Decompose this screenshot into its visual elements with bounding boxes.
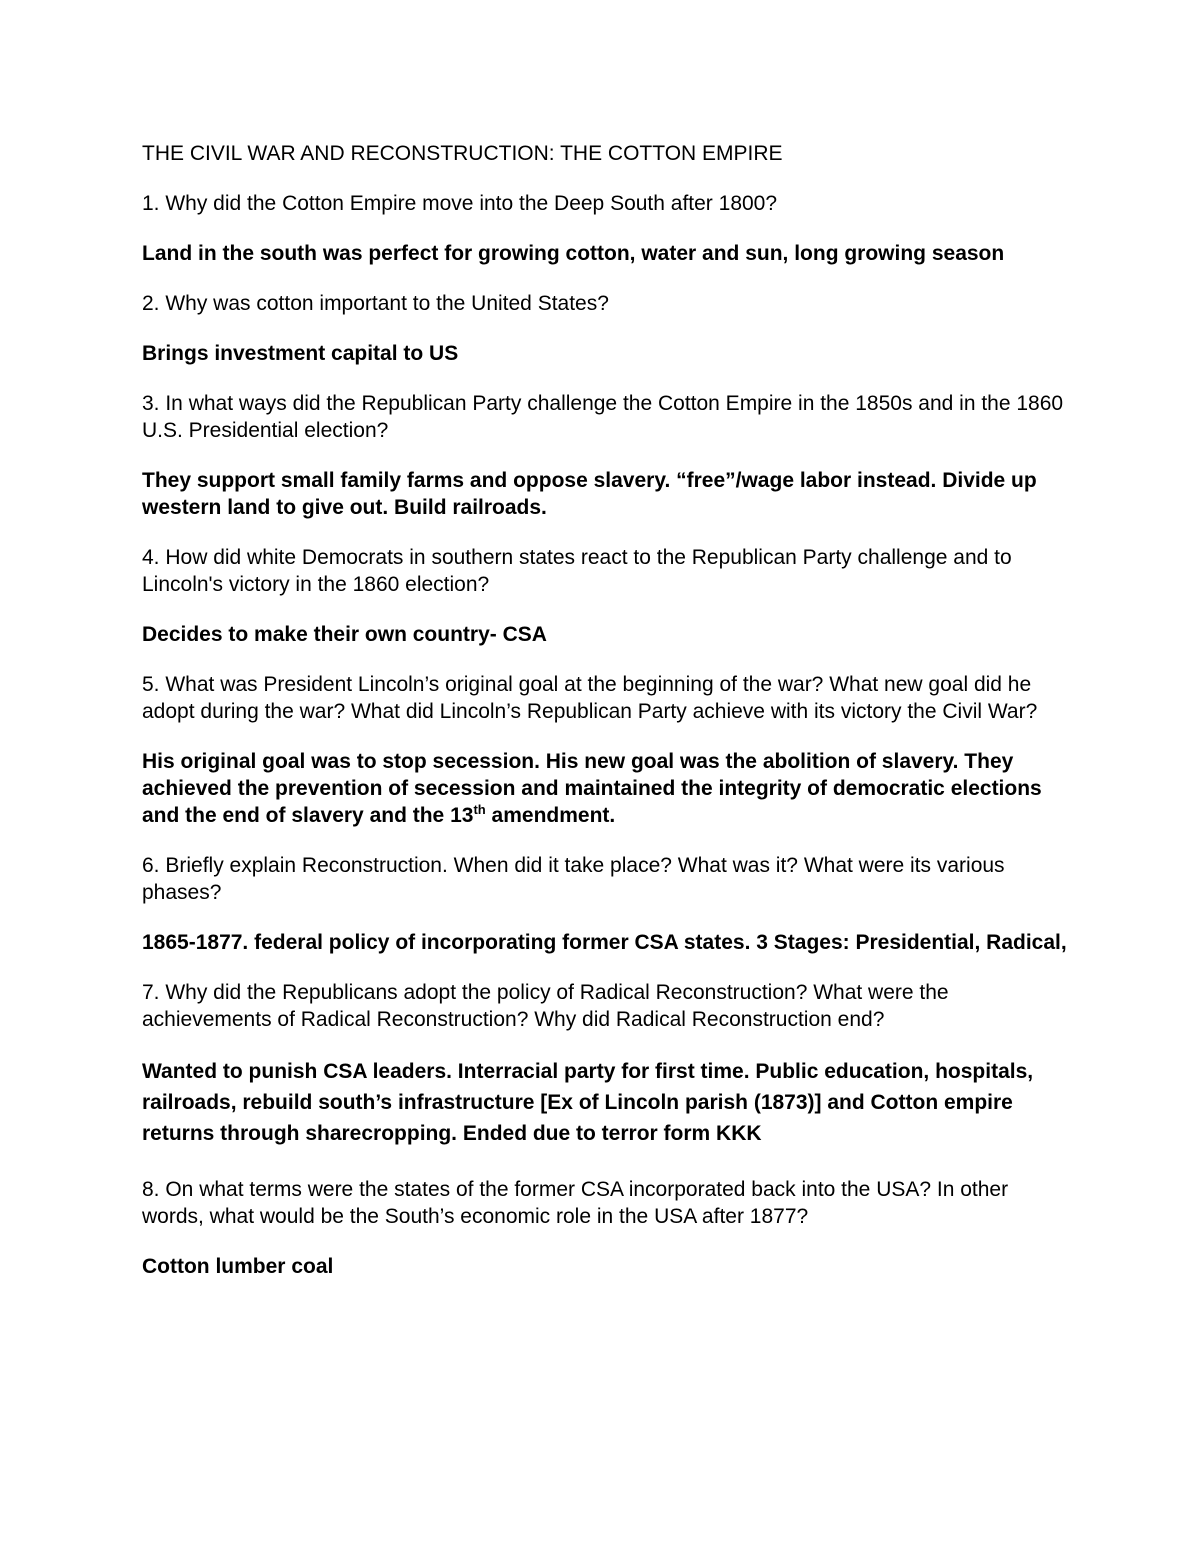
question-3: 3. In what ways did the Republican Party challenge the Cotton Empire in the 1850s and in the 1860 U.S. Presidential election?: [142, 392, 1064, 442]
answer-2: Brings investment capital to US: [142, 342, 459, 365]
document-page: [142, 140, 1072, 1303]
question-6: 6. Briefly explain Reconstruction. When did it take place? What was it? What were its various phases?: [142, 854, 1005, 904]
answer-3: They support small family farms and oppose slavery. “free”/wage labor instead. Divide up western land to give out. Build railroads.: [142, 469, 1037, 519]
answer-7: Wanted to punish CSA leaders. Interracial party for first time. Public education, hospitals, railroads, rebuild south’s infrastructure [Ex of Lincoln parish (1873)] and Cotton empire returns through sharecropping. Ended due to terror form KKK: [142, 1060, 1034, 1145]
question-2: 2. Why was cotton important to the United States?: [142, 292, 609, 315]
answer-6: 1865-1877. federal policy of incorporating former CSA states. 3 Stages: Presidential, Radical,: [142, 931, 1067, 954]
document-title: THE CIVIL WAR AND RECONSTRUCTION: THE COTTON EMPIRE: [142, 142, 783, 165]
answer-1: Land in the south was perfect for growing cotton, water and sun, long growing season: [142, 242, 1005, 265]
answer-5: [142, 748, 1072, 829]
question-7: 7. Why did the Republicans adopt the policy of Radical Reconstruction? What were the achievements of Radical Reconstruction? Why did Radical Reconstruction end?: [142, 981, 949, 1031]
question-8: 8. On what terms were the states of the former CSA incorporated back into the USA? In other words, what would be the South’s economic role in the USA after 1877?: [142, 1178, 1009, 1228]
question-1: 1. Why did the Cotton Empire move into the Deep South after 1800?: [142, 192, 778, 215]
answer-8: Cotton lumber coal: [142, 1255, 334, 1278]
question-4: 4. How did white Democrats in southern states react to the Republican Party challenge and to Lincoln's victory in the 1860 election?: [142, 546, 1012, 596]
answer-5-end: amendment.: [485, 804, 616, 827]
ordinal-superscript: th: [473, 802, 486, 817]
answer-4: Decides to make their own country- CSA: [142, 623, 547, 646]
question-5: 5. What was President Lincoln’s original goal at the beginning of the war? What new goal did he adopt during the war? What did Lincoln’s Republican Party achieve with its victory the Civil War?: [142, 673, 1038, 723]
answer-5-text: His original goal was to stop secession. His new goal was the abolition of slavery. They achieved the prevention of secession and maintained the integrity of democratic elections and the end of slavery and the 13: [142, 750, 1042, 827]
